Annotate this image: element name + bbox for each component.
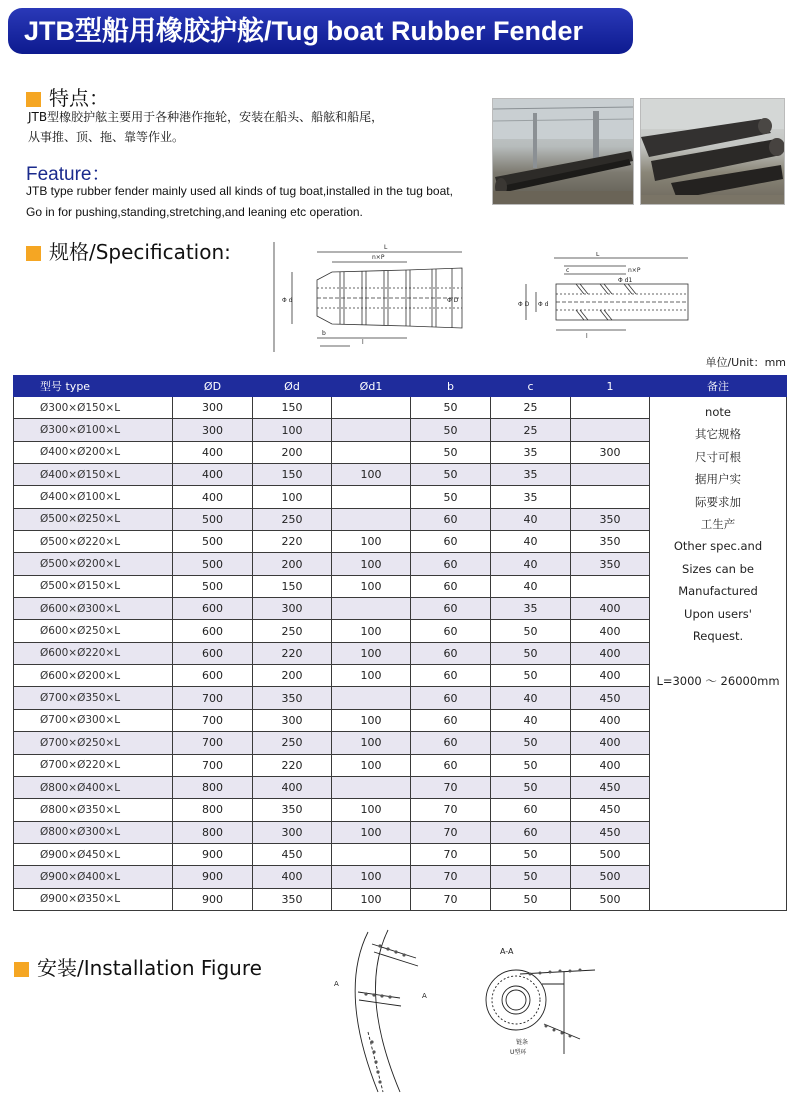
table-cell [332, 598, 411, 620]
table-cell: 25 [491, 419, 571, 441]
table-cell: 900 [173, 843, 253, 865]
table-cell-model: Ø600×Ø300×L [14, 598, 173, 620]
feature-cn-line: JTB型橡胶护舷主要用于各种港作拖轮，安装在船头、船舷和船尾， [28, 110, 384, 124]
table-cell: 35 [491, 464, 571, 486]
table-cell: 350 [253, 888, 332, 910]
remark-line: 其它规格 [695, 427, 741, 442]
drawing-label-b: b [322, 330, 326, 337]
table-cell-model: Ø600×Ø200×L [14, 665, 173, 687]
table-cell-model: Ø400×Ø150×L [14, 464, 173, 486]
table-cell: 50 [491, 642, 571, 664]
table-cell [332, 687, 411, 709]
table-cell: 300 [173, 397, 253, 419]
installation-heading-text: 安装/Installation Figure [37, 956, 262, 980]
table-cell: 450 [571, 687, 650, 709]
table-cell: 220 [253, 754, 332, 776]
table-cell: 100 [332, 709, 411, 731]
table-cell: 60 [411, 754, 491, 776]
col-header-OD: ØD [173, 376, 253, 397]
remark-line: 工生产 [700, 517, 736, 532]
table-cell: 400 [571, 754, 650, 776]
drawing2-label-od: Φ d [538, 301, 549, 308]
table-cell: 70 [411, 799, 491, 821]
drawing2-label-c: c [566, 267, 570, 274]
table-cell-model: Ø900×Ø450×L [14, 843, 173, 865]
table-cell-model: Ø500×Ø150×L [14, 575, 173, 597]
table-cell: 100 [332, 642, 411, 664]
drawing-label-L: L [384, 244, 388, 251]
table-cell: 35 [491, 486, 571, 508]
table-cell [571, 464, 650, 486]
remark-line: note [705, 405, 731, 419]
table-cell: 50 [411, 397, 491, 419]
table-cell: 300 [253, 598, 332, 620]
table-cell: 300 [571, 441, 650, 463]
spec-table-header [14, 376, 787, 397]
table-cell: 100 [332, 732, 411, 754]
table-cell: 60 [411, 508, 491, 530]
table-cell: 50 [491, 776, 571, 798]
table-cell: 25 [491, 397, 571, 419]
spec-heading-text: 规格/Specification: [49, 240, 231, 264]
fender-photo-1-graphic [493, 99, 634, 205]
table-cell: 900 [173, 866, 253, 888]
table-cell: 100 [332, 464, 411, 486]
table-row [14, 397, 787, 419]
table-cell: 60 [411, 687, 491, 709]
table-cell: 100 [332, 799, 411, 821]
table-cell: 70 [411, 776, 491, 798]
feature-en-line: JTB type rubber fender mainly used all kinds of tug boat,installed in the tug boat, [26, 184, 453, 198]
table-cell-model: Ø500×Ø200×L [14, 553, 173, 575]
table-cell: 100 [332, 888, 411, 910]
table-cell: 250 [253, 732, 332, 754]
col-header-od: Ød [253, 376, 332, 397]
table-cell-model: Ø800×Ø350×L [14, 799, 173, 821]
table-cell: 60 [491, 799, 571, 821]
table-cell: 70 [411, 866, 491, 888]
table-cell-model: Ø300×Ø100×L [14, 419, 173, 441]
table-cell: 300 [173, 419, 253, 441]
table-cell: 50 [491, 866, 571, 888]
remark-line: 际要求加 [695, 494, 741, 509]
table-cell: 100 [332, 553, 411, 575]
table-cell-model: Ø600×Ø220×L [14, 642, 173, 664]
table-cell [332, 508, 411, 530]
table-cell: 700 [173, 687, 253, 709]
table-cell-model: Ø500×Ø220×L [14, 531, 173, 553]
section-marker-A-right: A [422, 992, 427, 1000]
table-cell-model: Ø300×Ø150×L [14, 397, 173, 419]
fender-drawing-straight [516, 252, 694, 342]
table-cell: 50 [491, 843, 571, 865]
table-cell [332, 776, 411, 798]
feature-en-line: Go in for pushing,standing,stretching,and leaning etc operation. [26, 205, 363, 219]
table-cell: 450 [571, 821, 650, 843]
table-cell: 200 [253, 553, 332, 575]
table-cell: 800 [173, 776, 253, 798]
col-header-c: c [491, 376, 571, 397]
orange-square-icon [26, 92, 41, 107]
table-cell [571, 486, 650, 508]
table-cell [571, 419, 650, 441]
table-cell: 250 [253, 620, 332, 642]
drawing2-label-l: l [586, 333, 588, 340]
table-cell: 400 [571, 665, 650, 687]
table-cell: 800 [173, 799, 253, 821]
table-cell: 150 [253, 575, 332, 597]
table-cell: 40 [491, 531, 571, 553]
table-cell: 350 [571, 508, 650, 530]
feature-cn-text [28, 107, 383, 147]
table-cell: 150 [253, 464, 332, 486]
col-header-remark: 备注 [650, 376, 787, 397]
table-cell: 500 [173, 553, 253, 575]
fender-photo-yard [640, 98, 785, 205]
table-cell: 100 [332, 665, 411, 687]
table-cell: 400 [173, 464, 253, 486]
table-cell: 500 [173, 575, 253, 597]
table-cell: 500 [173, 531, 253, 553]
page-title: JTB型船用橡胶护舷/Tug boat Rubber Fender [8, 8, 633, 54]
remark-line: Upon users' [684, 606, 752, 621]
installation-figure-section [480, 944, 600, 1064]
table-cell [332, 419, 411, 441]
table-cell: 70 [411, 843, 491, 865]
table-cell: 600 [173, 598, 253, 620]
remark-line [654, 647, 782, 669]
drawing-label-od: Φ d [282, 297, 293, 304]
drawing-label-oD: Φ D [447, 297, 459, 304]
u-ring-label: U型环 [510, 1049, 527, 1056]
table-cell: 100 [253, 419, 332, 441]
drawing-label-l: l [362, 339, 364, 346]
table-cell-model: Ø500×Ø250×L [14, 508, 173, 530]
table-cell: 60 [411, 665, 491, 687]
table-cell-model: Ø400×Ø100×L [14, 486, 173, 508]
table-cell: 40 [491, 508, 571, 530]
table-cell-model: Ø700×Ø350×L [14, 687, 173, 709]
table-cell: 400 [571, 732, 650, 754]
table-cell: 60 [411, 598, 491, 620]
table-cell: 60 [411, 553, 491, 575]
table-cell-model: Ø600×Ø250×L [14, 620, 173, 642]
remark-line: Other spec.and [673, 539, 763, 554]
table-cell [571, 397, 650, 419]
table-cell: 40 [491, 575, 571, 597]
table-cell: 350 [253, 687, 332, 709]
table-cell: 500 [173, 508, 253, 530]
table-cell: 300 [253, 709, 332, 731]
table-cell-model: Ø700×Ø300×L [14, 709, 173, 731]
table-cell: 400 [173, 441, 253, 463]
installation-heading [14, 952, 262, 981]
table-cell: 100 [253, 486, 332, 508]
table-cell-model: Ø800×Ø300×L [14, 821, 173, 843]
section-marker-A-left: A [334, 980, 339, 988]
feature-en-heading: Feature： [26, 164, 111, 185]
table-cell: 50 [491, 888, 571, 910]
table-cell: 700 [173, 709, 253, 731]
table-cell: 450 [571, 799, 650, 821]
table-cell-model: Ø700×Ø220×L [14, 754, 173, 776]
table-cell: 400 [571, 642, 650, 664]
table-cell: 800 [173, 821, 253, 843]
col-header-l: 1 [571, 376, 650, 397]
table-cell-model: Ø700×Ø250×L [14, 732, 173, 754]
col-header-type: 型号 type [14, 376, 173, 397]
drawing2-label-L: L [596, 252, 600, 258]
col-header-b: b [411, 376, 491, 397]
table-cell: 350 [571, 531, 650, 553]
table-cell: 35 [491, 598, 571, 620]
orange-square-icon [26, 246, 41, 261]
chain-label: 链条 [516, 1039, 529, 1046]
table-cell: 50 [411, 441, 491, 463]
table-cell: 100 [332, 575, 411, 597]
table-cell: 220 [253, 642, 332, 664]
table-cell: 70 [411, 821, 491, 843]
table-cell: 100 [332, 754, 411, 776]
table-cell: 350 [571, 553, 650, 575]
table-cell: 100 [332, 620, 411, 642]
table-cell: 700 [173, 732, 253, 754]
table-cell: 50 [491, 754, 571, 776]
fender-photo-2-graphic [641, 99, 785, 205]
spec-heading [26, 236, 231, 265]
drawing-label-nxp: n×P [372, 254, 385, 261]
table-cell: 100 [332, 531, 411, 553]
table-cell: 40 [491, 687, 571, 709]
remark-line: L=3000 ～ 26000mm [656, 673, 780, 688]
table-cell [332, 441, 411, 463]
table-cell: 70 [411, 888, 491, 910]
table-cell-model: Ø400×Ø200×L [14, 441, 173, 463]
table-cell: 50 [491, 620, 571, 642]
fender-photo-factory [492, 98, 634, 205]
table-cell: 50 [491, 732, 571, 754]
table-cell: 220 [253, 531, 332, 553]
table-cell: 400 [571, 709, 650, 731]
section-label-AA: A-A [500, 947, 514, 956]
table-cell: 50 [491, 665, 571, 687]
table-cell: 50 [411, 486, 491, 508]
installation-figure-side [328, 922, 438, 1098]
table-cell: 600 [173, 642, 253, 664]
table-cell: 60 [411, 732, 491, 754]
table-cell: 500 [571, 866, 650, 888]
remark-line: 据用户实 [695, 472, 741, 487]
table-cell: 50 [411, 419, 491, 441]
feature-en-text [26, 181, 453, 223]
table-cell-model: Ø900×Ø350×L [14, 888, 173, 910]
table-cell: 900 [173, 888, 253, 910]
table-cell: 60 [411, 709, 491, 731]
table-cell-remark [650, 397, 787, 911]
table-cell: 500 [571, 888, 650, 910]
table-cell: 100 [332, 866, 411, 888]
table-cell [571, 575, 650, 597]
table-cell: 450 [571, 776, 650, 798]
table-cell: 500 [571, 843, 650, 865]
fender-drawing-tapered [272, 240, 472, 358]
remark-line: Sizes can be [682, 561, 754, 576]
table-cell: 400 [173, 486, 253, 508]
table-cell: 400 [253, 866, 332, 888]
col-header-od1: Ød1 [332, 376, 411, 397]
table-cell [332, 486, 411, 508]
table-cell: 450 [253, 843, 332, 865]
table-cell: 40 [491, 709, 571, 731]
table-cell [332, 397, 411, 419]
remark-line: Request. [692, 629, 744, 644]
table-cell: 50 [411, 464, 491, 486]
table-cell: 60 [411, 531, 491, 553]
table-cell: 300 [253, 821, 332, 843]
table-cell: 60 [491, 821, 571, 843]
table-cell: 60 [411, 642, 491, 664]
table-cell: 600 [173, 620, 253, 642]
table-cell-model: Ø800×Ø400×L [14, 776, 173, 798]
table-cell: 200 [253, 441, 332, 463]
table-cell: 400 [571, 620, 650, 642]
table-cell: 600 [173, 665, 253, 687]
table-cell-model: Ø900×Ø400×L [14, 866, 173, 888]
table-cell: 250 [253, 508, 332, 530]
table-cell: 200 [253, 665, 332, 687]
drawing2-label-nxp: n×P [628, 267, 641, 274]
unit-label: 单位/Unit：mm [705, 356, 786, 369]
drawing2-label-d1: Φ d1 [618, 277, 633, 284]
spec-table [13, 375, 787, 911]
table-cell: 60 [411, 575, 491, 597]
table-cell: 350 [253, 799, 332, 821]
table-cell: 400 [571, 598, 650, 620]
feature-cn-heading-text: 特点： [49, 86, 109, 110]
table-cell: 40 [491, 553, 571, 575]
remark-line: 尺寸可根 [695, 449, 741, 464]
table-cell: 400 [253, 776, 332, 798]
drawing2-label-oD: Φ D [518, 301, 530, 308]
table-cell: 60 [411, 620, 491, 642]
table-cell: 100 [332, 821, 411, 843]
remark-line: Manufactured [678, 584, 758, 599]
table-cell [332, 843, 411, 865]
table-cell: 150 [253, 397, 332, 419]
feature-cn-line: 从事推、顶、拖、靠等作业。 [28, 130, 185, 144]
table-cell: 35 [491, 441, 571, 463]
orange-square-icon [14, 962, 29, 977]
table-cell: 700 [173, 754, 253, 776]
